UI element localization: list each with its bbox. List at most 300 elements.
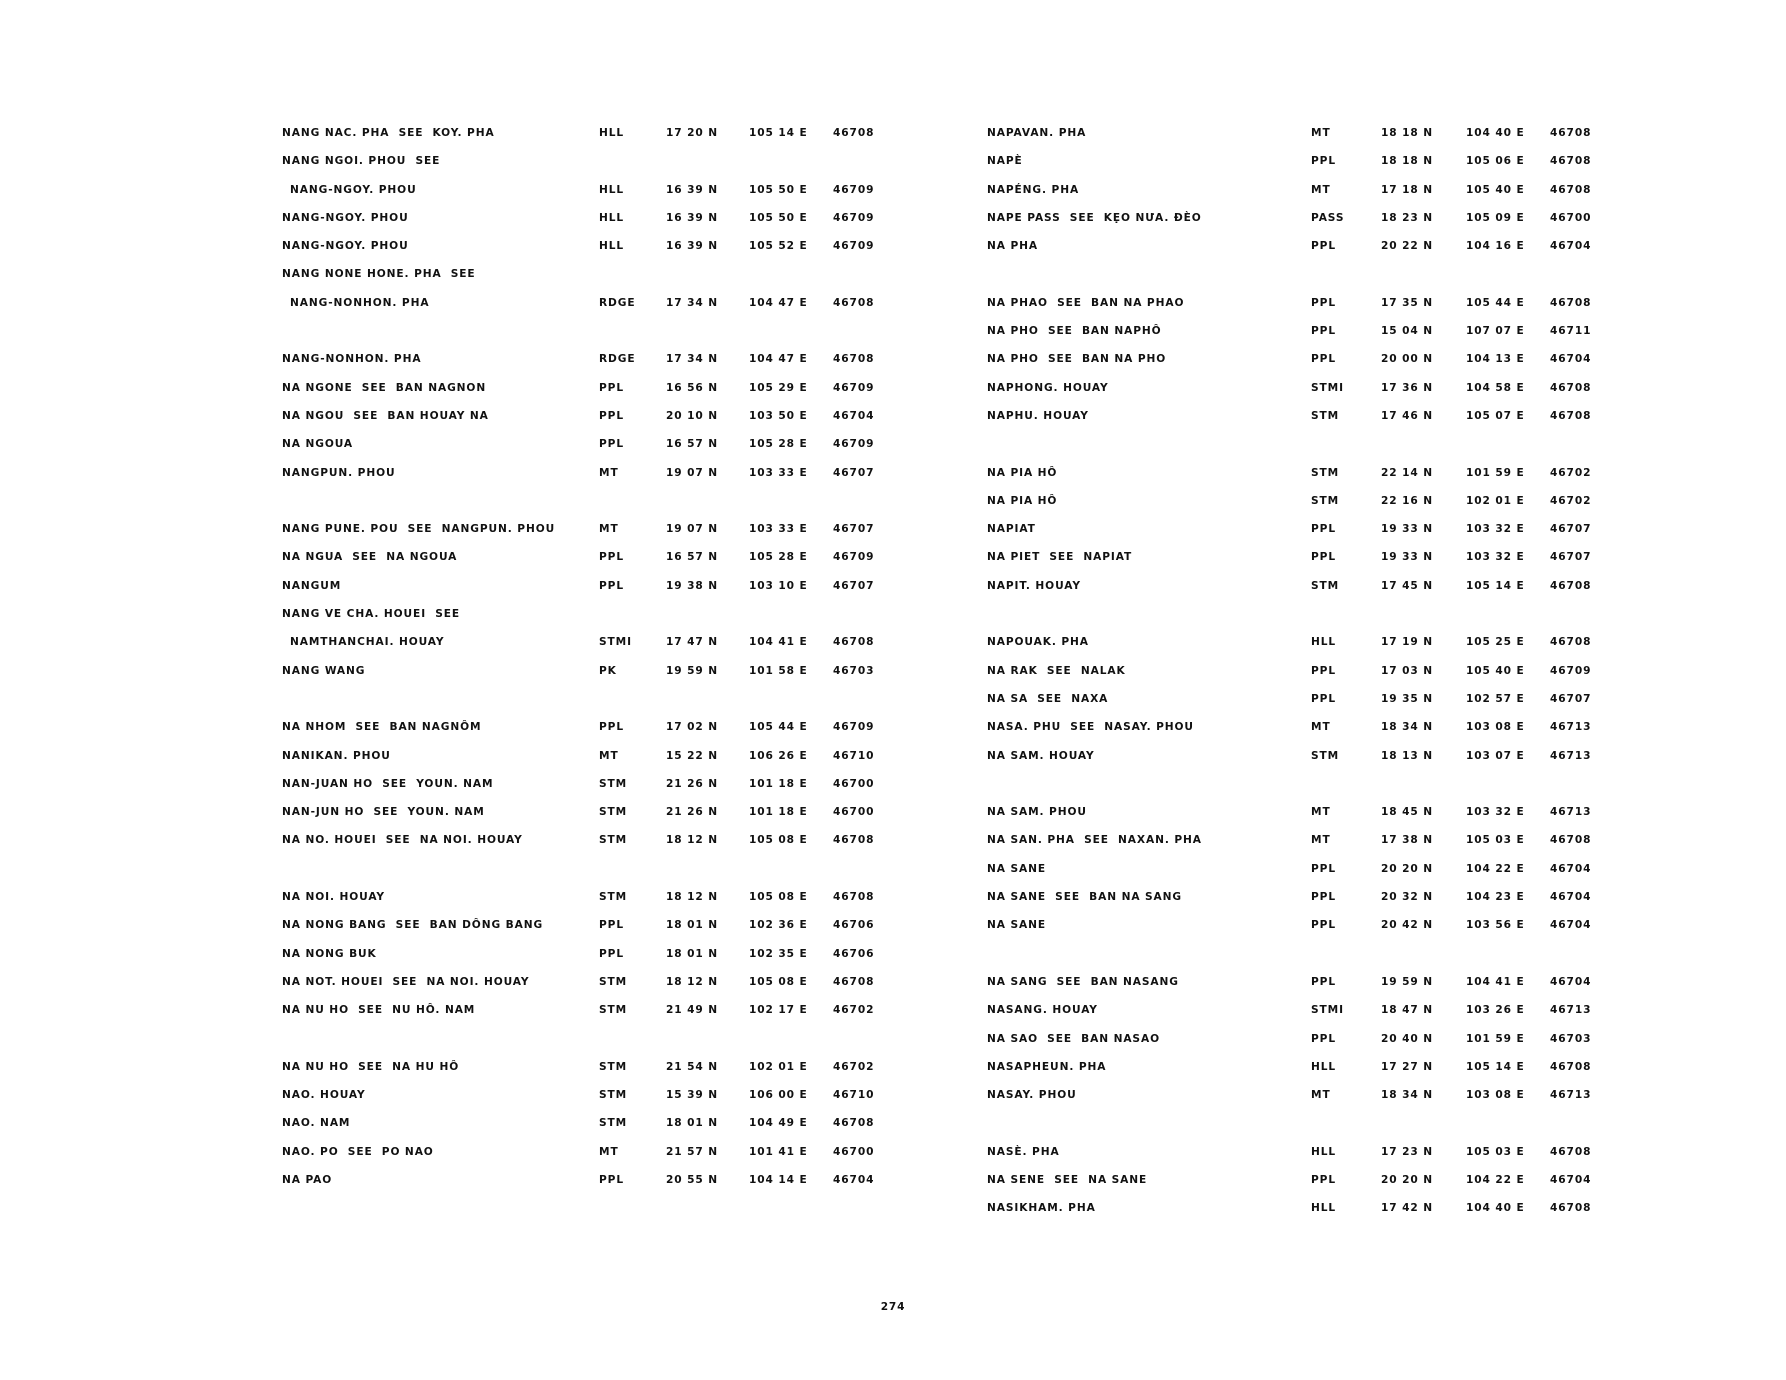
longitude: 104 23 E [1466, 891, 1525, 904]
right-column [987, 126, 1627, 1230]
entry-name: NASAY. PHOU [987, 1089, 1077, 1102]
map-sheet: 46708 [1550, 1145, 1592, 1158]
feature-code: STM [599, 777, 628, 790]
entry-name: NA NO. HOUEI SEE NA NOI. HOUAY [282, 834, 523, 847]
gazetteer-entry [987, 805, 1627, 833]
map-sheet: 46709 [833, 438, 875, 451]
latitude: 20 40 N [1381, 1032, 1434, 1045]
latitude: 17 35 N [1381, 296, 1434, 309]
map-sheet: 46711 [1550, 325, 1592, 338]
longitude: 106 00 E [749, 1089, 808, 1102]
map-sheet: 46708 [1550, 127, 1592, 139]
map-sheet: 46704 [1550, 862, 1592, 875]
feature-code: PPL [1311, 919, 1336, 932]
gazetteer-entry [987, 777, 1627, 805]
latitude: 17 42 N [1381, 1202, 1434, 1215]
latitude: 16 57 N [666, 438, 719, 451]
longitude: 105 44 E [749, 721, 808, 734]
latitude: 17 18 N [1381, 183, 1434, 196]
feature-code: STM [599, 1004, 628, 1017]
feature-code: HLL [1311, 1202, 1337, 1215]
gazetteer-entry [282, 692, 922, 720]
longitude: 101 58 E [749, 664, 808, 677]
feature-code: STMI [1311, 381, 1344, 394]
latitude: 16 39 N [666, 183, 719, 196]
entry-name: NA NU HO SEE NA HU HÔ [282, 1060, 460, 1073]
gazetteer-entry [987, 833, 1627, 861]
longitude: 104 16 E [1466, 240, 1525, 253]
map-sheet: 46708 [1550, 409, 1592, 422]
latitude: 20 22 N [1381, 240, 1434, 253]
entry-name: NA PHO SEE BAN NA PHO [987, 353, 1167, 366]
latitude: 20 42 N [1381, 919, 1434, 932]
gazetteer-entry [282, 154, 922, 182]
map-sheet: 46704 [1550, 891, 1592, 904]
map-sheet: 46706 [833, 947, 875, 960]
entry-name: NAO. PO SEE PO NAO [282, 1145, 434, 1158]
feature-code: HLL [599, 211, 625, 224]
map-sheet: 46700 [833, 1145, 875, 1158]
gazetteer-entry [987, 1173, 1627, 1201]
latitude: 16 39 N [666, 240, 719, 253]
gazetteer-entry [282, 1032, 922, 1060]
map-sheet: 46713 [1550, 749, 1592, 762]
feature-code: PPL [1311, 862, 1336, 875]
entry-name: NAPÉNG. PHA [987, 183, 1080, 196]
longitude: 101 59 E [1466, 1032, 1525, 1045]
gazetteer-entry [282, 579, 922, 607]
entry-name: NA NGOUA [282, 438, 353, 451]
feature-code: HLL [599, 127, 625, 139]
gazetteer-entry [987, 890, 1627, 918]
map-sheet: 46703 [1550, 1032, 1592, 1045]
map-sheet: 46713 [1550, 1089, 1592, 1102]
latitude: 16 56 N [666, 381, 719, 394]
entry-name: NA SA SEE NAXA [987, 692, 1109, 705]
feature-code: PPL [1311, 296, 1336, 309]
feature-code: PPL [1311, 240, 1336, 253]
gazetteer-entry [987, 352, 1627, 380]
latitude: 18 18 N [1381, 155, 1434, 168]
feature-code: MT [1311, 834, 1331, 847]
entry-name: NANG NAC. PHA SEE KOY. PHA [282, 127, 495, 139]
latitude: 17 20 N [666, 127, 719, 139]
longitude: 103 26 E [1466, 1004, 1525, 1017]
longitude: 105 40 E [1466, 664, 1525, 677]
feature-code: STM [599, 1117, 628, 1130]
entry-name: NA PIA HÔ [987, 494, 1058, 507]
entry-name: NASA. PHU SEE NASAY. PHOU [987, 721, 1194, 734]
gazetteer-entry [282, 409, 922, 437]
map-sheet: 46702 [833, 1004, 875, 1017]
entry-name: NAPHU. HOUAY [987, 409, 1089, 422]
map-sheet: 46704 [1550, 1173, 1592, 1186]
gazetteer-entry [987, 1116, 1627, 1144]
map-sheet: 46708 [833, 1117, 875, 1130]
feature-code: STMI [1311, 1004, 1344, 1017]
latitude: 19 07 N [666, 523, 719, 536]
longitude: 105 52 E [749, 240, 808, 253]
latitude: 18 01 N [666, 1117, 719, 1130]
longitude: 105 07 E [1466, 409, 1525, 422]
longitude: 104 58 E [1466, 381, 1525, 394]
longitude: 104 13 E [1466, 353, 1525, 366]
page-number: 274 [880, 1301, 906, 1313]
longitude: 102 17 E [749, 1004, 808, 1017]
gazetteer-entry [987, 211, 1627, 239]
feature-code: PPL [599, 551, 624, 564]
feature-code: PPL [599, 409, 624, 422]
gazetteer-entry [282, 833, 922, 861]
map-sheet: 46707 [1550, 692, 1592, 705]
longitude: 105 28 E [749, 438, 808, 451]
entry-name: NA SAM. HOUAY [987, 749, 1095, 762]
gazetteer-entry [987, 749, 1627, 777]
longitude: 105 08 E [749, 975, 808, 988]
latitude: 21 26 N [666, 777, 719, 790]
gazetteer-entry [987, 550, 1627, 578]
entry-name: NASAPHEUN. PHA [987, 1060, 1107, 1073]
feature-code: RDGE [599, 353, 636, 366]
feature-code: PPL [1311, 551, 1336, 564]
gazetteer-entry [987, 1201, 1627, 1229]
longitude: 105 08 E [749, 834, 808, 847]
feature-code: PPL [599, 947, 624, 960]
map-sheet: 46702 [833, 1060, 875, 1073]
gazetteer-entry [987, 239, 1627, 267]
gazetteer-entry [282, 805, 922, 833]
feature-code: PK [599, 664, 617, 677]
gazetteer-entry [282, 550, 922, 578]
entry-name: NAPÈ [987, 155, 1023, 168]
gazetteer-entry [987, 1032, 1627, 1060]
gazetteer-entry [987, 607, 1627, 635]
map-sheet: 46708 [833, 975, 875, 988]
latitude: 19 38 N [666, 579, 719, 592]
longitude: 104 47 E [749, 353, 808, 366]
map-sheet: 46710 [833, 749, 875, 762]
feature-code: STM [599, 806, 628, 819]
feature-code: PPL [1311, 523, 1336, 536]
gazetteer-entry [987, 267, 1627, 295]
entry-name: NANGUM [282, 579, 342, 592]
entry-name: NA SAO SEE BAN NASAO [987, 1032, 1160, 1045]
entry-name: NANG-NGOY. PHOU [290, 183, 417, 196]
gazetteer-entry [282, 890, 922, 918]
longitude: 105 28 E [749, 551, 808, 564]
feature-code: PPL [1311, 891, 1336, 904]
longitude: 102 57 E [1466, 692, 1525, 705]
feature-code: MT [599, 523, 619, 536]
latitude: 21 54 N [666, 1060, 719, 1073]
gazetteer-entry [987, 1088, 1627, 1116]
map-sheet: 46709 [833, 183, 875, 196]
entry-name: NAPE PASS SEE KẸO NƯA. ĐÈO [987, 211, 1202, 224]
map-sheet: 46709 [1550, 664, 1592, 677]
longitude: 103 33 E [749, 523, 808, 536]
latitude: 16 57 N [666, 551, 719, 564]
entry-name: NA SANE [987, 862, 1046, 875]
map-sheet: 46709 [833, 551, 875, 564]
longitude: 104 40 E [1466, 127, 1525, 139]
longitude: 104 49 E [749, 1117, 808, 1130]
map-sheet: 46708 [1550, 1060, 1592, 1073]
map-sheet: 46713 [1550, 721, 1592, 734]
feature-code: PPL [599, 381, 624, 394]
entry-name: NANG PUNE. POU SEE NANGPUN. PHOU [282, 523, 556, 536]
longitude: 104 47 E [749, 296, 808, 309]
longitude: 103 50 E [749, 409, 808, 422]
feature-code: PPL [1311, 353, 1336, 366]
map-sheet: 46702 [1550, 466, 1592, 479]
feature-code: PASS [1311, 211, 1345, 224]
gazetteer-entry [282, 494, 922, 522]
latitude: 18 18 N [1381, 127, 1434, 139]
latitude: 17 03 N [1381, 664, 1434, 677]
longitude: 103 07 E [1466, 749, 1525, 762]
gazetteer-entry [987, 720, 1627, 748]
entry-name: NA PHAO SEE BAN NA PHAO [987, 296, 1185, 309]
longitude: 104 14 E [749, 1173, 808, 1186]
longitude: 103 56 E [1466, 919, 1525, 932]
map-sheet: 46708 [1550, 296, 1592, 309]
entry-name: NA NONG BUK [282, 947, 377, 960]
feature-code: MT [599, 1145, 619, 1158]
map-sheet: 46708 [1550, 834, 1592, 847]
gazetteer-entry [282, 1116, 922, 1144]
longitude: 103 08 E [1466, 1089, 1525, 1102]
entry-name: NA SAM. PHOU [987, 806, 1087, 819]
gazetteer-entry [282, 749, 922, 777]
entry-name: NASÈ. PHA [987, 1145, 1060, 1158]
latitude: 18 13 N [1381, 749, 1434, 762]
gazetteer-entry [987, 1145, 1627, 1173]
map-sheet: 46704 [1550, 919, 1592, 932]
longitude: 105 50 E [749, 211, 808, 224]
longitude: 104 40 E [1466, 1202, 1525, 1215]
map-sheet: 46708 [1550, 1202, 1592, 1215]
feature-code: PPL [1311, 975, 1336, 988]
entry-name: NAPIT. HOUAY [987, 579, 1081, 592]
feature-code: STM [599, 891, 628, 904]
feature-code: HLL [599, 240, 625, 253]
gazetteer-entry [282, 607, 922, 635]
latitude: 20 32 N [1381, 891, 1434, 904]
feature-code: HLL [599, 183, 625, 196]
entry-name: NA NOI. HOUAY [282, 891, 385, 904]
longitude: 103 08 E [1466, 721, 1525, 734]
latitude: 18 01 N [666, 947, 719, 960]
entry-name: NAO. HOUAY [282, 1089, 366, 1102]
feature-code: MT [599, 749, 619, 762]
map-sheet: 46703 [833, 664, 875, 677]
longitude: 104 41 E [749, 636, 808, 649]
latitude: 18 12 N [666, 975, 719, 988]
gazetteer-entry [282, 777, 922, 805]
map-sheet: 46708 [1550, 155, 1592, 168]
entry-name: NAN-JUAN HO SEE YOUN. NAM [282, 777, 494, 790]
feature-code: STMI [599, 636, 632, 649]
entry-name: NA NOT. HOUEI SEE NA NOI. HOUAY [282, 975, 530, 988]
gazetteer-entry [282, 1003, 922, 1031]
map-sheet: 46704 [1550, 240, 1592, 253]
longitude: 103 32 E [1466, 523, 1525, 536]
longitude: 101 41 E [749, 1145, 808, 1158]
feature-code: HLL [1311, 1145, 1337, 1158]
gazetteer-entry [282, 1088, 922, 1116]
latitude: 18 23 N [1381, 211, 1434, 224]
map-sheet: 46700 [833, 777, 875, 790]
entry-name: NANG WANG [282, 664, 366, 677]
gazetteer-entry [987, 126, 1627, 154]
gazetteer-entry [282, 211, 922, 239]
feature-code: STM [599, 1060, 628, 1073]
map-sheet: 46700 [1550, 211, 1592, 224]
latitude: 17 34 N [666, 296, 719, 309]
longitude: 104 22 E [1466, 862, 1525, 875]
map-sheet: 46708 [1550, 183, 1592, 196]
gazetteer-entry [282, 239, 922, 267]
feature-code: PPL [599, 1173, 624, 1186]
latitude: 15 04 N [1381, 325, 1434, 338]
entry-name: NANGPUN. PHOU [282, 466, 396, 479]
latitude: 18 12 N [666, 834, 719, 847]
latitude: 18 12 N [666, 891, 719, 904]
latitude: 21 26 N [666, 806, 719, 819]
feature-code: MT [1311, 806, 1331, 819]
gazetteer-entry [282, 126, 922, 154]
entry-name: NAPHONG. HOUAY [987, 381, 1109, 394]
feature-code: PPL [1311, 1173, 1336, 1186]
latitude: 17 23 N [1381, 1145, 1434, 1158]
gazetteer-entry [282, 1173, 922, 1201]
feature-code: STM [599, 1089, 628, 1102]
entry-name: NASANG. HOUAY [987, 1004, 1098, 1017]
longitude: 106 26 E [749, 749, 808, 762]
latitude: 18 01 N [666, 919, 719, 932]
feature-code: RDGE [599, 296, 636, 309]
map-sheet: 46708 [833, 296, 875, 309]
gazetteer-entry [987, 324, 1627, 352]
longitude: 105 29 E [749, 381, 808, 394]
gazetteer-entry [282, 267, 922, 295]
latitude: 21 49 N [666, 1004, 719, 1017]
gazetteer-entry [987, 635, 1627, 663]
gazetteer-entry [282, 466, 922, 494]
entry-name: NASIKHAM. PHA [987, 1202, 1096, 1215]
feature-code: PPL [599, 721, 624, 734]
map-sheet: 46709 [833, 211, 875, 224]
feature-code: STM [1311, 749, 1340, 762]
map-sheet: 46713 [1550, 1004, 1592, 1017]
entry-name: NA PHA [987, 240, 1038, 253]
entry-name: NA NHOM SEE BAN NAGNÔM [282, 721, 482, 734]
entry-name: NA PIET SEE NAPIAT [987, 551, 1133, 564]
longitude: 105 50 E [749, 183, 808, 196]
latitude: 19 33 N [1381, 523, 1434, 536]
feature-code: STM [1311, 466, 1340, 479]
longitude: 102 01 E [1466, 494, 1525, 507]
entry-name: NA NU HO SEE NU HÔ. NAM [282, 1004, 476, 1017]
feature-code: MT [1311, 127, 1331, 139]
gazetteer-entry [987, 579, 1627, 607]
entry-name: NA NGONE SEE BAN NAGNON [282, 381, 487, 394]
latitude: 17 34 N [666, 353, 719, 366]
gazetteer-entry [282, 918, 922, 946]
gazetteer-entry [987, 494, 1627, 522]
feature-code: HLL [1311, 636, 1337, 649]
feature-code: STM [1311, 409, 1340, 422]
latitude: 20 20 N [1381, 1173, 1434, 1186]
gazetteer-entry [282, 437, 922, 465]
entry-name: NAMTHANCHAI. HOUAY [290, 636, 445, 649]
feature-code: STM [1311, 494, 1340, 507]
longitude: 105 14 E [1466, 1060, 1525, 1073]
gazetteer-entry [987, 862, 1627, 890]
gazetteer-entry [987, 947, 1627, 975]
gazetteer-entry [282, 324, 922, 352]
latitude: 16 39 N [666, 211, 719, 224]
entry-name: NANG NGOI. PHOU SEE [282, 155, 441, 168]
gazetteer-entry [987, 664, 1627, 692]
latitude: 19 33 N [1381, 551, 1434, 564]
latitude: 19 07 N [666, 466, 719, 479]
longitude: 103 33 E [749, 466, 808, 479]
map-sheet: 46709 [833, 381, 875, 394]
entry-name: NANG VE CHA. HOUEI SEE [282, 608, 461, 621]
map-sheet: 46700 [833, 806, 875, 819]
entry-name: NA NGUA SEE NA NGOUA [282, 551, 458, 564]
latitude: 20 10 N [666, 409, 719, 422]
longitude: 105 03 E [1466, 834, 1525, 847]
entry-name: NANG NONE HONE. PHA SEE [282, 268, 476, 281]
entry-name: NA SANE SEE BAN NA SANG [987, 891, 1183, 904]
longitude: 102 35 E [749, 947, 808, 960]
map-sheet: 46707 [1550, 523, 1592, 536]
latitude: 17 36 N [1381, 381, 1434, 394]
feature-code: PPL [1311, 692, 1336, 705]
feature-code: MT [599, 466, 619, 479]
entry-name: NA SANG SEE BAN NASANG [987, 975, 1179, 988]
feature-code: PPL [599, 919, 624, 932]
latitude: 20 20 N [1381, 862, 1434, 875]
longitude: 103 10 E [749, 579, 808, 592]
gazetteer-entry [282, 1145, 922, 1173]
feature-code: PPL [1311, 1032, 1336, 1045]
latitude: 18 47 N [1381, 1004, 1434, 1017]
gazetteer-entry [282, 720, 922, 748]
entry-name: NAPAVAN. PHA [987, 127, 1087, 139]
latitude: 19 59 N [666, 664, 719, 677]
gazetteer-entry [282, 352, 922, 380]
gazetteer-entry [987, 975, 1627, 1003]
entry-name: NANG-NONHON. PHA [282, 353, 422, 366]
gazetteer-entry [282, 664, 922, 692]
feature-code: PPL [1311, 325, 1336, 338]
latitude: 19 59 N [1381, 975, 1434, 988]
longitude: 105 06 E [1466, 155, 1525, 168]
gazetteer-entry [282, 947, 922, 975]
gazetteer-entry [987, 183, 1627, 211]
gazetteer-entry [987, 522, 1627, 550]
longitude: 105 03 E [1466, 1145, 1525, 1158]
map-sheet: 46709 [833, 721, 875, 734]
map-sheet: 46702 [1550, 494, 1592, 507]
longitude: 105 08 E [749, 891, 808, 904]
map-sheet: 46708 [833, 127, 875, 139]
entry-name: NA RAK SEE NALAK [987, 664, 1126, 677]
longitude: 101 18 E [749, 806, 808, 819]
